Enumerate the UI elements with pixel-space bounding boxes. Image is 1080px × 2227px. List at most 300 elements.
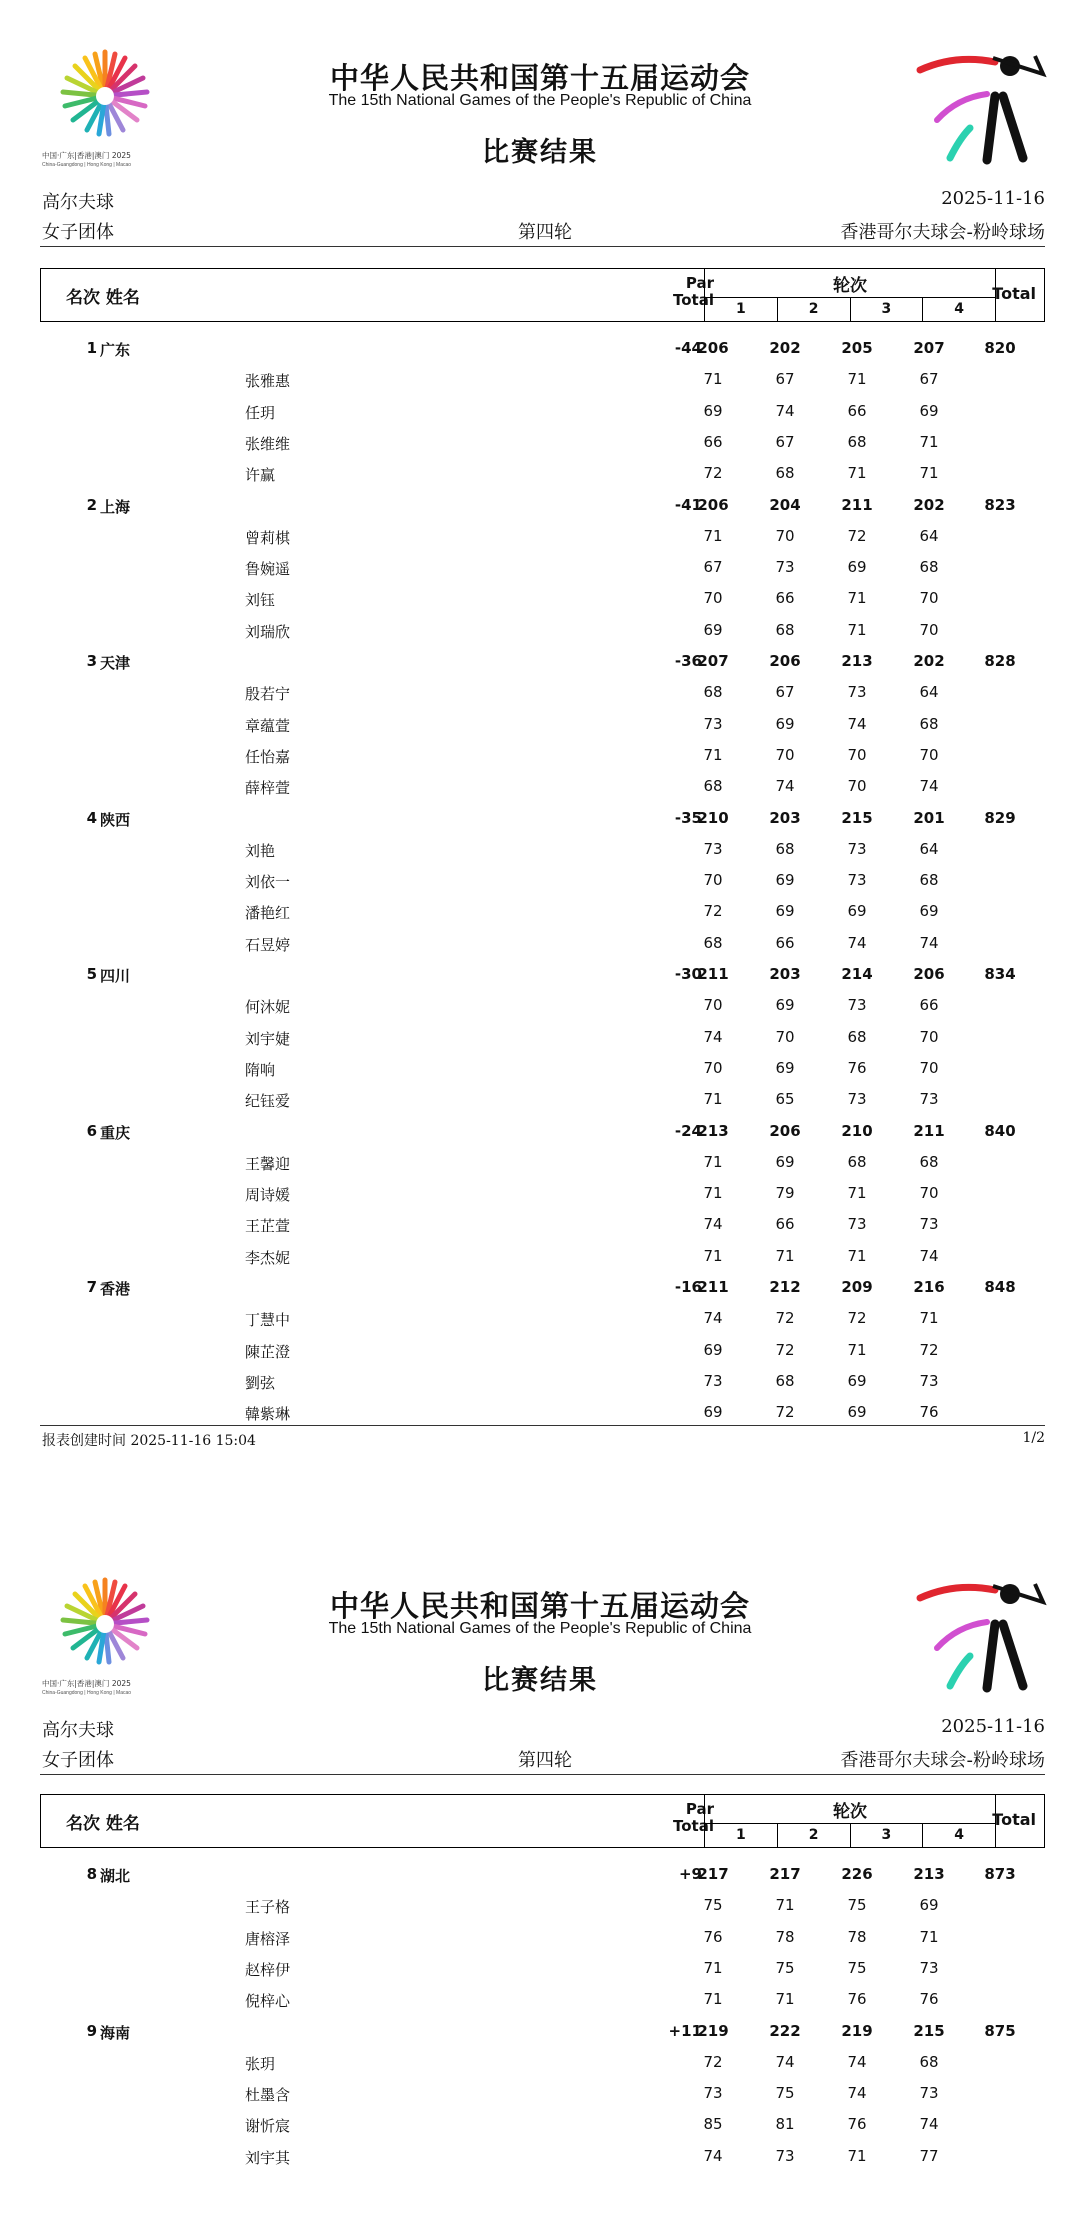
player-round-2-score: 66 [775, 589, 795, 608]
player-name: 刘宇其 [245, 2148, 291, 2167]
rank-name-header: 名次 姓名 [66, 1814, 140, 1834]
team-round-1-score: 211 [697, 965, 729, 983]
player-round-1-score: 72 [703, 902, 723, 921]
team-round-2-score: 217 [769, 1865, 801, 1883]
games-title: 中华人民共和国第十五届运动会 [329, 1589, 750, 1623]
team-rank: 5 [86, 965, 97, 983]
player-row [0, 552, 1080, 583]
player-row [0, 2047, 1080, 2078]
player-round-4-score: 77 [919, 2146, 939, 2165]
player-row [0, 896, 1080, 927]
player-name: 刘钰 [245, 591, 276, 610]
player-round-1-score: 74 [703, 1027, 723, 1046]
round-4-header: 4 [954, 301, 964, 317]
team-round-1-score: 207 [697, 652, 729, 670]
player-round-1-score: 74 [703, 1215, 723, 1234]
team-round-4-score: 206 [913, 965, 945, 983]
player-name: 张雅惠 [245, 372, 291, 391]
team-total-score: 873 [984, 1865, 1016, 1883]
event-label: 女子团体 [42, 1750, 114, 1771]
player-row [0, 865, 1080, 896]
player-round-1-score: 71 [703, 1246, 723, 1265]
team-rank: 3 [86, 652, 97, 670]
player-round-1-score: 69 [703, 1340, 723, 1359]
rounds-label: 轮次 [833, 1802, 867, 1822]
player-round-1-score: 73 [703, 2084, 723, 2103]
player-round-4-score: 74 [919, 933, 939, 952]
player-round-2-score: 71 [775, 1990, 795, 2009]
player-round-3-score: 71 [847, 1246, 867, 1265]
logo-text-en: China-Guangdong | Hong Kong | Macao [42, 1690, 132, 1696]
team-row [0, 1116, 1080, 1147]
team-round-1-score: 206 [697, 495, 729, 514]
player-round-3-score: 76 [847, 2115, 867, 2134]
player-row [0, 1366, 1080, 1397]
player-round-2-score: 70 [775, 1027, 795, 1046]
team-round-2-score: 202 [769, 339, 801, 357]
player-round-3-score: 74 [847, 933, 867, 952]
player-round-2-score: 67 [775, 370, 795, 389]
golf-player-icon [915, 48, 1050, 173]
player-round-2-score: 69 [775, 714, 795, 733]
player-round-1-score: 74 [703, 2146, 723, 2165]
player-name: 王馨迎 [245, 1154, 291, 1173]
player-round-3-score: 78 [847, 1927, 867, 1946]
player-round-3-score: 75 [847, 1896, 867, 1915]
team-round-3-score: 209 [841, 1278, 873, 1296]
team-row [0, 2016, 1080, 2047]
player-name: 殷若宁 [245, 685, 291, 704]
par-total-sub-header: Total [673, 291, 714, 309]
team-round-1-score: 210 [697, 808, 729, 827]
date-label: 2025-11-16 [941, 1716, 1045, 1737]
team-round-4-score: 216 [913, 1278, 945, 1296]
team-row [0, 333, 1080, 364]
team-row [0, 1272, 1080, 1303]
par-header: Par [685, 274, 714, 292]
team-round-4-score: 211 [913, 1121, 945, 1140]
player-row [0, 1922, 1080, 1953]
team-rank: 6 [86, 1121, 97, 1140]
round-label: 第四轮 [518, 222, 572, 243]
team-row [0, 646, 1080, 677]
team-name: 广东 [100, 341, 131, 359]
player-round-4-score: 74 [919, 1246, 939, 1265]
player-round-4-score: 73 [919, 1958, 939, 1977]
player-round-4-score: 67 [919, 370, 939, 389]
player-round-2-score: 72 [775, 1340, 795, 1359]
player-round-1-score: 68 [703, 683, 723, 702]
player-round-3-score: 70 [847, 745, 867, 764]
rank-name-header: 名次 姓名 [66, 288, 140, 308]
golf-pictogram [915, 1576, 1050, 1701]
player-round-4-score: 68 [919, 871, 939, 890]
player-name: 劉弦 [245, 1373, 276, 1392]
player-row [0, 834, 1080, 865]
player-round-1-score: 67 [703, 558, 723, 577]
player-round-1-score: 70 [703, 1058, 723, 1077]
player-row [0, 1335, 1080, 1366]
team-name: 天津 [100, 654, 131, 672]
player-name: 王子格 [245, 1898, 291, 1917]
player-round-1-score: 73 [703, 1371, 723, 1390]
player-round-2-score: 78 [775, 1927, 795, 1946]
games-title: 中华人民共和国第十五届运动会 [329, 61, 750, 95]
player-round-3-score: 73 [847, 683, 867, 702]
team-round-3-score: 219 [841, 2021, 873, 2040]
team-round-3-score: 205 [841, 339, 873, 357]
player-name: 赵梓伊 [245, 1960, 291, 1979]
player-round-2-score: 67 [775, 683, 795, 702]
player-round-3-score: 69 [847, 1403, 867, 1422]
report-created-time: 报表创建时间 2025-11-16 15:04 [42, 1433, 256, 1449]
player-name: 张维维 [245, 434, 291, 453]
team-name: 重庆 [100, 1123, 131, 1142]
team-round-2-score: 212 [769, 1278, 801, 1296]
page-number: 1/2 [1022, 1430, 1045, 1446]
player-round-2-score: 74 [775, 2052, 795, 2071]
player-round-1-score: 71 [703, 1990, 723, 2009]
team-round-2-score: 206 [769, 1121, 801, 1140]
player-name: 许赢 [245, 466, 276, 485]
player-round-1-score: 72 [703, 464, 723, 483]
player-round-4-score: 66 [919, 996, 939, 1015]
player-round-3-score: 68 [847, 1027, 867, 1046]
round-2-header: 2 [778, 1824, 851, 1848]
rounds-label: 轮次 [833, 276, 867, 296]
player-round-4-score: 69 [919, 401, 939, 420]
player-row [0, 1022, 1080, 1053]
event-label: 女子团体 [42, 222, 114, 243]
team-round-2-score: 222 [769, 2021, 801, 2040]
player-row [0, 1890, 1080, 1921]
team-rank: 9 [86, 2021, 97, 2040]
player-round-3-score: 76 [847, 1058, 867, 1077]
team-round-1-score: 211 [697, 1278, 729, 1296]
team-round-2-score: 206 [769, 652, 801, 670]
player-round-4-score: 74 [919, 2115, 939, 2134]
player-round-3-score: 74 [847, 714, 867, 733]
team-total-score: 829 [984, 808, 1016, 827]
team-rank: 7 [86, 1278, 97, 1296]
player-row [0, 990, 1080, 1021]
player-name: 刘瑞欣 [245, 622, 291, 641]
player-round-1-score: 76 [703, 1927, 723, 1946]
player-round-3-score: 73 [847, 1215, 867, 1234]
player-round-4-score: 69 [919, 1896, 939, 1915]
player-name: 杜墨含 [245, 2086, 291, 2105]
player-round-3-score: 68 [847, 1152, 867, 1171]
round-number-cells [705, 297, 995, 322]
player-round-4-score: 70 [919, 1058, 939, 1077]
team-round-4-score: 213 [913, 1865, 945, 1883]
table-header [40, 268, 1045, 322]
player-row [0, 2141, 1080, 2172]
player-row [0, 677, 1080, 708]
player-round-1-score: 71 [703, 1152, 723, 1171]
player-round-1-score: 70 [703, 871, 723, 890]
player-row [0, 521, 1080, 552]
round-3-header: 3 [851, 298, 924, 322]
team-total-score: 834 [984, 965, 1016, 983]
player-round-1-score: 72 [703, 2052, 723, 2071]
player-round-4-score: 73 [919, 1371, 939, 1390]
team-round-1-score: 213 [697, 1121, 729, 1140]
player-round-4-score: 73 [919, 2084, 939, 2103]
player-round-2-score: 69 [775, 1152, 795, 1171]
header-divider [40, 246, 1045, 247]
player-round-1-score: 73 [703, 714, 723, 733]
player-round-1-score: 68 [703, 933, 723, 952]
player-row [0, 928, 1080, 959]
round-2-header: 2 [778, 298, 851, 322]
player-round-1-score: 70 [703, 589, 723, 608]
player-round-2-score: 66 [775, 933, 795, 952]
par-header: Par [685, 1800, 714, 1818]
team-rank: 2 [86, 495, 97, 514]
player-round-3-score: 76 [847, 1990, 867, 2009]
team-par-total: -24 [674, 1121, 702, 1140]
player-round-4-score: 68 [919, 1152, 939, 1171]
result-title: 比赛结果 [482, 1665, 598, 1696]
team-name: 陕西 [100, 810, 131, 829]
player-row [0, 615, 1080, 646]
player-round-2-score: 72 [775, 1403, 795, 1422]
player-name: 刘依一 [245, 873, 291, 892]
player-round-4-score: 70 [919, 745, 939, 764]
player-name: 丁慧中 [245, 1311, 291, 1330]
player-round-2-score: 69 [775, 871, 795, 890]
player-round-2-score: 73 [775, 558, 795, 577]
table-header [40, 1794, 1045, 1848]
team-round-4-score: 202 [913, 495, 945, 514]
player-row [0, 1209, 1080, 1240]
player-round-1-score: 71 [703, 526, 723, 545]
player-round-2-score: 75 [775, 1958, 795, 1977]
player-name: 潘艳红 [245, 904, 291, 923]
player-name: 隋响 [245, 1060, 276, 1079]
team-round-2-score: 203 [769, 808, 801, 827]
player-round-3-score: 71 [847, 589, 867, 608]
total-header: Total [992, 284, 1036, 303]
team-name: 香港 [100, 1280, 131, 1298]
team-par-total: -35 [674, 808, 702, 827]
player-name: 刘宇婕 [245, 1029, 291, 1048]
player-round-1-score: 66 [703, 432, 723, 451]
round-4-header: 4 [954, 1827, 964, 1843]
player-round-2-score: 70 [775, 745, 795, 764]
team-par-total: +11 [668, 2021, 702, 2040]
player-round-4-score: 73 [919, 1090, 939, 1109]
player-round-2-score: 69 [775, 1058, 795, 1077]
player-row [0, 1084, 1080, 1115]
player-round-3-score: 69 [847, 558, 867, 577]
player-round-4-score: 76 [919, 1403, 939, 1422]
player-round-2-score: 74 [775, 401, 795, 420]
player-round-2-score: 69 [775, 902, 795, 921]
player-round-4-score: 70 [919, 1027, 939, 1046]
player-round-3-score: 70 [847, 777, 867, 796]
round-label: 第四轮 [518, 1750, 572, 1771]
player-round-3-score: 74 [847, 2084, 867, 2103]
team-round-2-score: 204 [769, 495, 801, 514]
player-row [0, 396, 1080, 427]
player-name: 石昱婷 [245, 935, 291, 954]
player-name: 任玥 [245, 403, 276, 422]
team-row [0, 959, 1080, 990]
team-round-3-score: 213 [841, 652, 873, 670]
player-round-2-score: 67 [775, 432, 795, 451]
team-round-2-score: 203 [769, 965, 801, 983]
player-round-4-score: 68 [919, 2052, 939, 2071]
player-round-4-score: 68 [919, 558, 939, 577]
player-round-2-score: 79 [775, 1184, 795, 1203]
player-round-3-score: 73 [847, 839, 867, 858]
player-round-2-score: 74 [775, 777, 795, 796]
logo-text-cn: 中国·广东|香港|澳门 2025 [42, 151, 131, 160]
round-1-header: 1 [705, 298, 778, 322]
player-round-1-score: 71 [703, 1958, 723, 1977]
player-row [0, 2078, 1080, 2109]
player-round-1-score: 73 [703, 839, 723, 858]
player-name: 鲁婉遥 [245, 560, 291, 579]
player-name: 纪钰爱 [245, 1092, 291, 1111]
footer-divider [40, 1425, 1045, 1426]
team-rank: 4 [86, 808, 97, 827]
team-row [0, 490, 1080, 521]
team-round-3-score: 211 [841, 495, 873, 514]
player-round-3-score: 66 [847, 401, 867, 420]
player-round-3-score: 73 [847, 1090, 867, 1109]
team-name: 上海 [100, 497, 131, 516]
player-round-3-score: 72 [847, 526, 867, 545]
player-round-4-score: 74 [919, 777, 939, 796]
player-round-2-score: 68 [775, 839, 795, 858]
player-name: 陳芷澄 [245, 1342, 291, 1361]
team-total-score: 823 [984, 495, 1016, 514]
player-name: 章蕴萱 [245, 716, 291, 735]
team-par-total: -44 [674, 339, 702, 357]
team-name: 四川 [100, 967, 131, 985]
player-round-1-score: 69 [703, 401, 723, 420]
player-round-1-score: 69 [703, 620, 723, 639]
team-round-1-score: 206 [697, 339, 729, 357]
team-round-3-score: 226 [841, 1865, 873, 1883]
player-row [0, 364, 1080, 395]
team-row [0, 1859, 1080, 1890]
team-round-4-score: 201 [913, 808, 945, 827]
round-number-cells [705, 1823, 995, 1848]
player-round-1-score: 75 [703, 1896, 723, 1915]
player-round-4-score: 71 [919, 1927, 939, 1946]
player-name: 任怡嘉 [245, 747, 291, 766]
player-name: 唐榕泽 [245, 1929, 291, 1948]
player-row [0, 1053, 1080, 1084]
team-total-score: 840 [984, 1121, 1016, 1140]
result-page-2 [0, 1540, 1080, 2227]
team-par-total: -16 [674, 1278, 702, 1296]
team-round-4-score: 215 [913, 2021, 945, 2040]
player-row [0, 709, 1080, 740]
player-name: 李杰妮 [245, 1248, 291, 1267]
player-row [0, 1953, 1080, 1984]
player-name: 刘艳 [245, 841, 276, 860]
player-round-4-score: 64 [919, 839, 939, 858]
round-3-header: 3 [851, 1824, 924, 1848]
team-total-score: 875 [984, 2021, 1016, 2040]
team-name: 湖北 [100, 1867, 131, 1885]
player-name: 张玥 [245, 2054, 276, 2073]
date-label: 2025-11-16 [941, 188, 1045, 209]
header-divider [40, 1774, 1045, 1775]
player-round-3-score: 74 [847, 2052, 867, 2071]
team-round-1-score: 219 [697, 2021, 729, 2040]
player-round-2-score: 73 [775, 2146, 795, 2165]
player-name: 薛梓萱 [245, 779, 291, 798]
player-round-2-score: 70 [775, 526, 795, 545]
player-row [0, 1241, 1080, 1272]
team-round-3-score: 214 [841, 965, 873, 983]
player-round-4-score: 72 [919, 1340, 939, 1359]
result-title: 比赛结果 [482, 137, 598, 168]
player-round-3-score: 72 [847, 1309, 867, 1328]
team-round-3-score: 215 [841, 808, 873, 827]
team-name: 海南 [100, 2023, 131, 2042]
player-round-1-score: 71 [703, 1184, 723, 1203]
player-row [0, 1178, 1080, 1209]
player-round-1-score: 85 [703, 2115, 723, 2134]
player-name: 韓紫琳 [245, 1405, 291, 1424]
player-round-3-score: 73 [847, 871, 867, 890]
games-subtitle: The 15th National Games of the People's Republic of China [328, 1620, 752, 1637]
player-name: 王芷萱 [245, 1217, 291, 1236]
player-row [0, 740, 1080, 771]
player-row [0, 1984, 1080, 2015]
player-row [0, 1147, 1080, 1178]
rounds-header [704, 269, 996, 321]
team-total-score: 828 [984, 652, 1016, 670]
player-round-4-score: 70 [919, 620, 939, 639]
player-round-2-score: 68 [775, 620, 795, 639]
player-round-1-score: 71 [703, 370, 723, 389]
venue-label: 香港哥尔夫球会-粉岭球场 [840, 1750, 1045, 1771]
total-header: Total [992, 1810, 1036, 1829]
player-round-2-score: 66 [775, 1215, 795, 1234]
player-name: 周诗媛 [245, 1186, 291, 1205]
player-round-3-score: 71 [847, 2146, 867, 2165]
logo-text-en: China-Guangdong | Hong Kong | Macao [42, 162, 132, 168]
player-round-2-score: 72 [775, 1309, 795, 1328]
games-subtitle: The 15th National Games of the People's Republic of China [328, 92, 752, 109]
player-round-4-score: 64 [919, 683, 939, 702]
player-round-1-score: 69 [703, 1403, 723, 1422]
player-name: 何沐妮 [245, 998, 291, 1017]
par-total-sub-header: Total [673, 1817, 714, 1835]
player-round-2-score: 69 [775, 996, 795, 1015]
player-round-1-score: 68 [703, 777, 723, 796]
player-round-1-score: 74 [703, 1309, 723, 1328]
team-round-3-score: 210 [841, 1121, 873, 1140]
golf-pictogram [915, 48, 1050, 173]
player-round-4-score: 70 [919, 589, 939, 608]
player-round-3-score: 75 [847, 1958, 867, 1977]
player-round-2-score: 75 [775, 2084, 795, 2103]
player-round-4-score: 68 [919, 714, 939, 733]
player-row [0, 458, 1080, 489]
team-round-1-score: 217 [697, 1865, 729, 1883]
player-round-1-score: 71 [703, 1090, 723, 1109]
player-round-4-score: 71 [919, 432, 939, 451]
